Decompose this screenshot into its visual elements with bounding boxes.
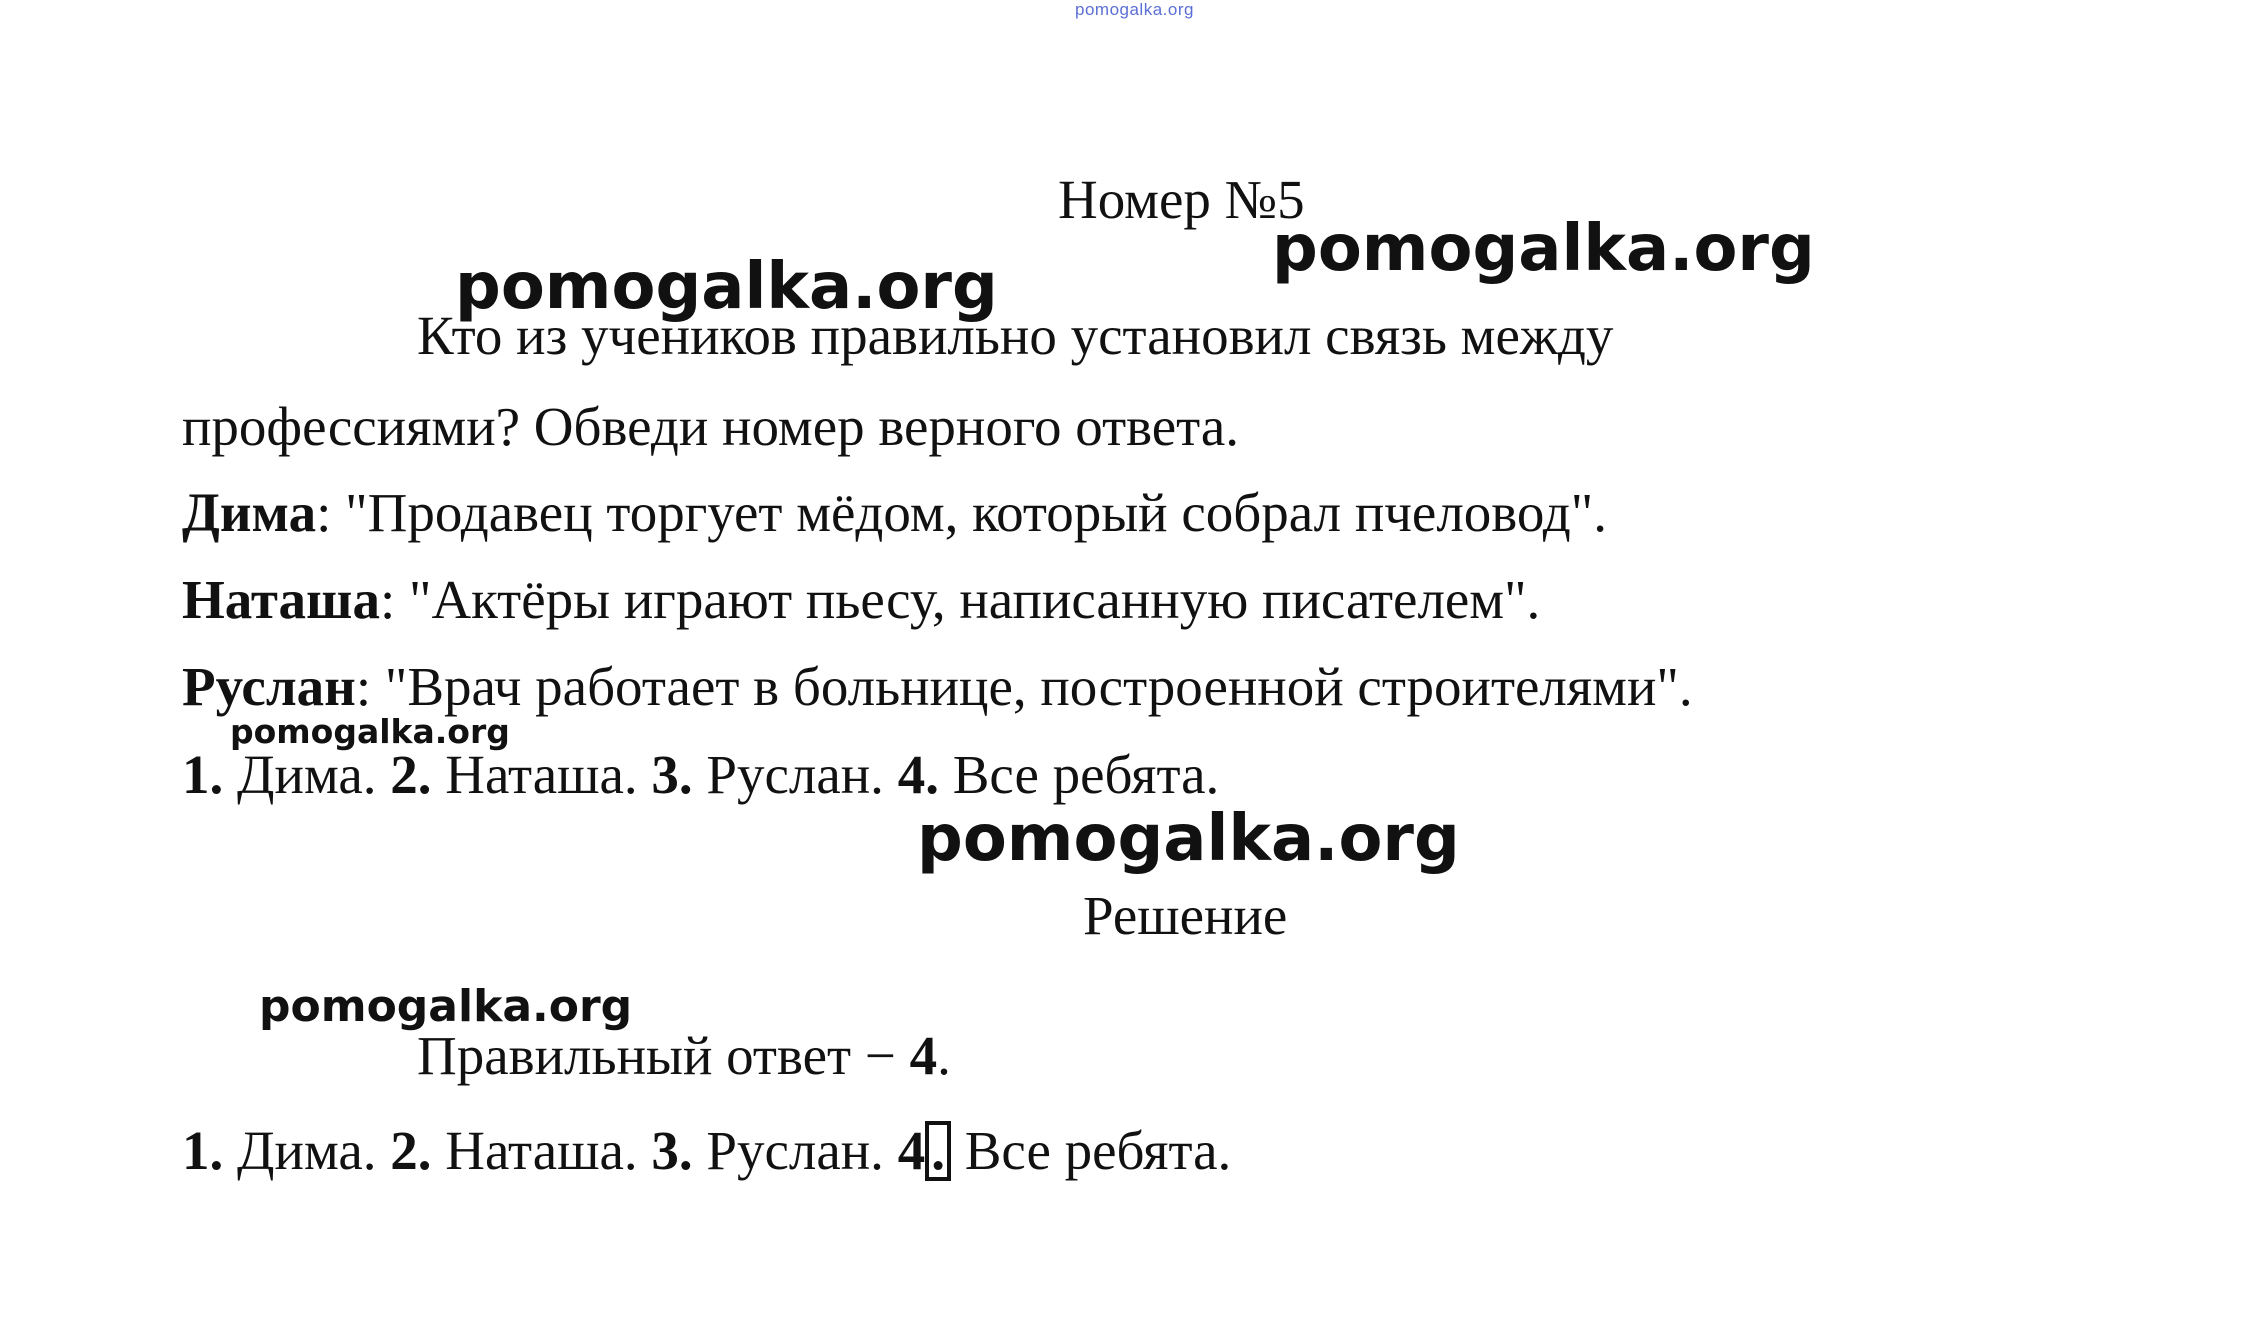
option-label: Руслан.	[692, 1120, 898, 1181]
statement-natasha	[182, 569, 1541, 630]
option-label: Руслан.	[692, 744, 898, 805]
answer-suffix: .	[937, 1025, 951, 1086]
correct-answer	[417, 1025, 951, 1086]
option-number: 1.	[182, 1120, 224, 1181]
option-label: Дима.	[223, 1120, 391, 1181]
option-label: Дима.	[223, 744, 391, 805]
watermark-4: pomogalka.org	[917, 802, 1460, 876]
statement-text: : "Врач работает в больнице, построенной строителями".	[355, 656, 1693, 717]
answer-options	[182, 744, 1220, 805]
option-number: 4.	[897, 744, 939, 805]
option-label: Наташа.	[431, 1120, 652, 1181]
page-title: Номер №5	[1058, 169, 1305, 230]
question-line-2: профессиями? Обведи номер верного ответа.	[182, 396, 1240, 457]
statement-text: : "Продавец торгует мёдом, который собрал пчеловод".	[316, 482, 1607, 543]
statement-ruslan	[182, 656, 1693, 717]
answer-value: 4	[909, 1025, 938, 1086]
watermark-2: pomogalka.org	[455, 250, 998, 324]
option-number: 2.	[390, 1120, 432, 1181]
statement-dima	[182, 482, 1607, 543]
statement-name: Руслан	[182, 656, 356, 717]
watermark-3: pomogalka.org	[230, 712, 510, 751]
solution-heading: Решение	[1083, 885, 1288, 946]
option-number: 3.	[651, 744, 693, 805]
header-watermark: pomogalka.org	[1075, 0, 1194, 19]
answer-options-marked	[182, 1121, 1231, 1181]
answer-prefix: Правильный ответ −	[417, 1025, 910, 1086]
watermark-1: pomogalka.org	[1272, 212, 1815, 286]
statement-text: : "Актёры играют пьесу, написанную писателем".	[379, 569, 1541, 630]
option-number: 4	[897, 1120, 926, 1181]
statement-name: Дима	[182, 482, 317, 543]
option-label: Все ребята.	[938, 744, 1220, 805]
circled-answer-mark: .	[925, 1121, 951, 1181]
option-label: Все ребята.	[950, 1120, 1232, 1181]
question-line-1: Кто из учеников правильно установил связь между	[417, 305, 1614, 366]
option-label: Наташа.	[431, 744, 652, 805]
option-number: 3.	[651, 1120, 693, 1181]
watermark-5: pomogalka.org	[259, 981, 633, 1032]
option-number: 1.	[182, 744, 224, 805]
option-number: 2.	[390, 744, 432, 805]
statement-name: Наташа	[182, 569, 380, 630]
